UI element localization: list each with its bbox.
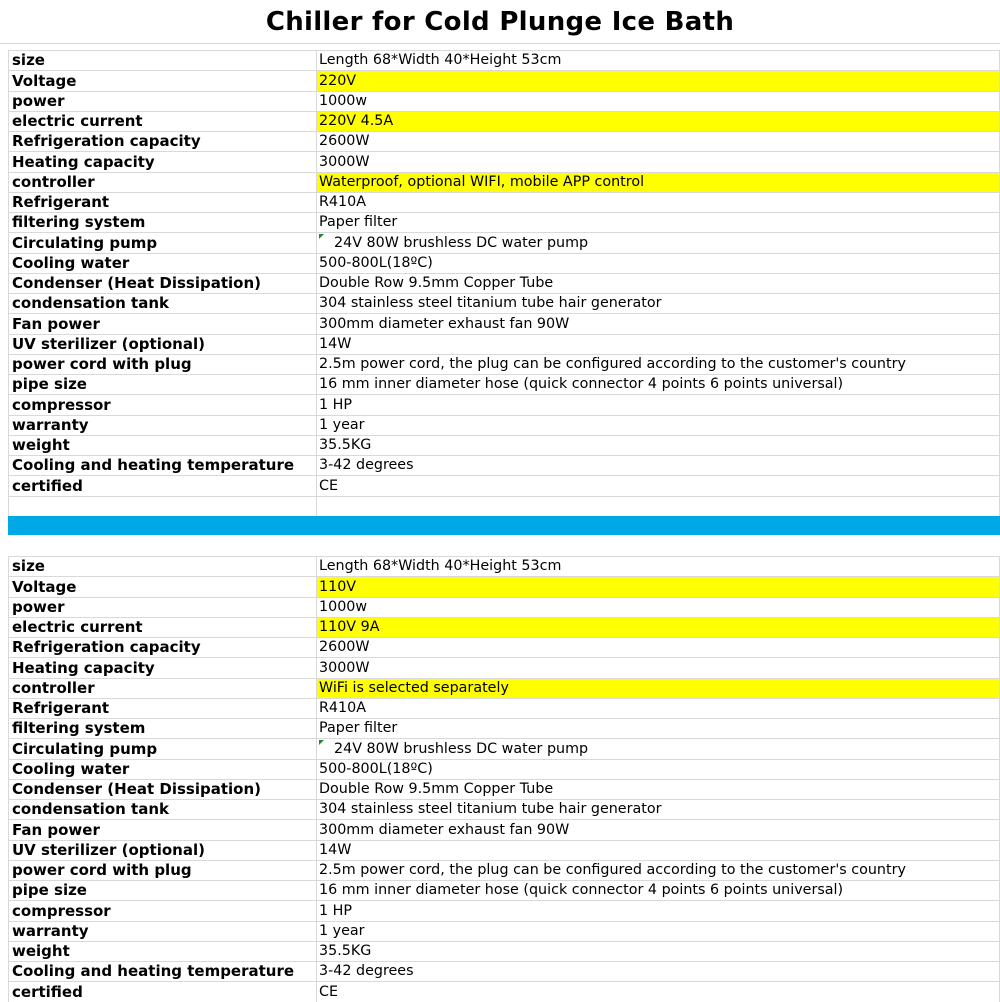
spec-value-cell[interactable]: 110V 9A bbox=[317, 617, 1000, 637]
empty-row bbox=[9, 496, 1000, 516]
spec-row bbox=[9, 233, 1000, 253]
spec-label-cell[interactable]: Fan power bbox=[9, 820, 317, 840]
spec-value-cell[interactable]: R410A bbox=[317, 192, 1000, 212]
spec-label-cell[interactable]: condensation tank bbox=[9, 800, 317, 820]
spec-value-cell[interactable]: 2600W bbox=[317, 132, 1000, 152]
spec-label-cell[interactable]: filtering system bbox=[9, 719, 317, 739]
spec-label-cell[interactable]: Refrigeration capacity bbox=[9, 132, 317, 152]
spec-value-cell[interactable]: 300mm diameter exhaust fan 90W bbox=[317, 314, 1000, 334]
spec-label-cell[interactable]: filtering system bbox=[9, 213, 317, 233]
spec-row bbox=[9, 152, 1000, 172]
spec-value-cell[interactable]: 14W bbox=[317, 840, 1000, 860]
spec-row bbox=[9, 354, 1000, 374]
spec-value-cell[interactable]: 3000W bbox=[317, 658, 1000, 678]
spec-label-cell[interactable]: certified bbox=[9, 476, 317, 496]
spec-row bbox=[9, 132, 1000, 152]
spec-label-cell[interactable]: power cord with plug bbox=[9, 354, 317, 374]
section-separator-bar bbox=[8, 516, 1000, 535]
spec-row bbox=[9, 881, 1000, 901]
spec-row bbox=[9, 395, 1000, 415]
spec-value-cell[interactable]: 500-800L(18ºC) bbox=[317, 253, 1000, 273]
spec-label-cell[interactable]: Circulating pump bbox=[9, 233, 317, 253]
spec-row bbox=[9, 557, 1000, 577]
spec-label-cell[interactable]: power cord with plug bbox=[9, 860, 317, 880]
spec-row bbox=[9, 860, 1000, 880]
spec-label-cell[interactable]: compressor bbox=[9, 901, 317, 921]
spec-label-cell[interactable]: Cooling water bbox=[9, 253, 317, 273]
spec-value-cell[interactable]: 1 year bbox=[317, 415, 1000, 435]
spec-value-cell[interactable]: Paper filter bbox=[317, 719, 1000, 739]
spec-row bbox=[9, 982, 1000, 1002]
spec-value-cell[interactable]: 14W bbox=[317, 334, 1000, 354]
spec-label-cell[interactable]: electric current bbox=[9, 617, 317, 637]
spec-value-cell[interactable]: 3-42 degrees bbox=[317, 962, 1000, 982]
spec-label-cell[interactable]: weight bbox=[9, 435, 317, 455]
spec-value-text: 24V 80W brushless DC water pump bbox=[334, 740, 589, 757]
spec-label-cell[interactable]: weight bbox=[9, 941, 317, 961]
spec-value-cell[interactable]: 2.5m power cord, the plug can be configured according to the customer's country bbox=[317, 860, 1000, 880]
spec-value-cell[interactable]: CE bbox=[317, 982, 1000, 1002]
spec-label-cell[interactable]: Condenser (Heat Dissipation) bbox=[9, 273, 317, 293]
spec-value-cell[interactable]: 3-42 degrees bbox=[317, 456, 1000, 476]
empty-cell[interactable] bbox=[9, 496, 317, 516]
spec-label-cell[interactable]: size bbox=[9, 51, 317, 71]
spec-row bbox=[9, 476, 1000, 496]
spec-value-text: 24V 80W brushless DC water pump bbox=[334, 234, 589, 251]
spec-row bbox=[9, 577, 1000, 597]
spec-label-cell[interactable]: UV sterilizer (optional) bbox=[9, 840, 317, 860]
spec-row bbox=[9, 840, 1000, 860]
spec-row bbox=[9, 638, 1000, 658]
spec-row bbox=[9, 273, 1000, 293]
spec-row bbox=[9, 334, 1000, 354]
spec-row bbox=[9, 375, 1000, 395]
spec-row bbox=[9, 456, 1000, 476]
spec-label-cell[interactable]: Cooling and heating temperature bbox=[9, 962, 317, 982]
spec-label-cell[interactable]: pipe size bbox=[9, 881, 317, 901]
spec-label-cell[interactable]: Refrigeration capacity bbox=[9, 638, 317, 658]
spec-row bbox=[9, 617, 1000, 637]
spec-value-cell[interactable]: 1 year bbox=[317, 921, 1000, 941]
spec-row bbox=[9, 698, 1000, 718]
spec-value-cell[interactable]: 35.5KG bbox=[317, 435, 1000, 455]
spec-value-cell[interactable]: Waterproof, optional WIFI, mobile APP control bbox=[317, 172, 1000, 192]
spec-row bbox=[9, 941, 1000, 961]
spec-label-cell[interactable]: Cooling water bbox=[9, 759, 317, 779]
spec-label-cell[interactable]: power bbox=[9, 597, 317, 617]
spec-value-cell[interactable] bbox=[317, 233, 1000, 253]
spec-row bbox=[9, 314, 1000, 334]
spec-value-cell[interactable]: 2600W bbox=[317, 638, 1000, 658]
spec-label-cell[interactable]: Heating capacity bbox=[9, 152, 317, 172]
spec-value-cell[interactable]: Double Row 9.5mm Copper Tube bbox=[317, 779, 1000, 799]
spec-value-cell[interactable]: 220V 4.5A bbox=[317, 111, 1000, 131]
spec-row bbox=[9, 415, 1000, 435]
spec-table-220v bbox=[8, 50, 1000, 517]
spec-label-cell[interactable]: electric current bbox=[9, 111, 317, 131]
spec-row bbox=[9, 597, 1000, 617]
spec-row bbox=[9, 779, 1000, 799]
spec-value-cell[interactable]: Length 68*Width 40*Height 53cm bbox=[317, 51, 1000, 71]
spec-row bbox=[9, 901, 1000, 921]
spec-label-cell[interactable]: compressor bbox=[9, 395, 317, 415]
spec-label-cell[interactable]: condensation tank bbox=[9, 294, 317, 314]
spec-value-cell[interactable]: 300mm diameter exhaust fan 90W bbox=[317, 820, 1000, 840]
spec-row bbox=[9, 962, 1000, 982]
spec-label-cell[interactable]: power bbox=[9, 91, 317, 111]
spec-row bbox=[9, 253, 1000, 273]
spec-label-cell[interactable]: warranty bbox=[9, 921, 317, 941]
cell-comment-marker-icon bbox=[319, 740, 324, 745]
spec-value-cell[interactable]: 1 HP bbox=[317, 901, 1000, 921]
spec-label-cell[interactable]: Circulating pump bbox=[9, 739, 317, 759]
spec-row bbox=[9, 678, 1000, 698]
spec-value-cell[interactable]: 1 HP bbox=[317, 395, 1000, 415]
spec-label-cell[interactable]: Condenser (Heat Dissipation) bbox=[9, 779, 317, 799]
spec-row bbox=[9, 435, 1000, 455]
spec-label-cell[interactable]: certified bbox=[9, 982, 317, 1002]
spec-value-cell[interactable]: 304 stainless steel titanium tube hair generator bbox=[317, 800, 1000, 820]
spec-value-cell[interactable]: 110V bbox=[317, 577, 1000, 597]
spec-value-cell[interactable]: 2.5m power cord, the plug can be configured according to the customer's country bbox=[317, 354, 1000, 374]
spec-row bbox=[9, 51, 1000, 71]
spec-value-cell[interactable]: 220V bbox=[317, 71, 1000, 91]
spec-value-cell[interactable]: Paper filter bbox=[317, 213, 1000, 233]
spec-row bbox=[9, 111, 1000, 131]
spec-value-cell[interactable]: 35.5KG bbox=[317, 941, 1000, 961]
spec-row bbox=[9, 294, 1000, 314]
spec-label-cell[interactable]: pipe size bbox=[9, 375, 317, 395]
spec-row bbox=[9, 91, 1000, 111]
spec-row bbox=[9, 213, 1000, 233]
spec-label-cell[interactable]: Refrigerant bbox=[9, 698, 317, 718]
spec-value-cell[interactable]: 16 mm inner diameter hose (quick connector 4 points 6 points universal) bbox=[317, 881, 1000, 901]
spec-row bbox=[9, 192, 1000, 212]
spec-value-cell[interactable]: 1000w bbox=[317, 91, 1000, 111]
spec-row bbox=[9, 71, 1000, 91]
spec-row bbox=[9, 739, 1000, 759]
spec-value-cell[interactable]: 16 mm inner diameter hose (quick connector 4 points 6 points universal) bbox=[317, 375, 1000, 395]
spec-value-cell[interactable]: CE bbox=[317, 476, 1000, 496]
spec-value-cell[interactable]: 1000w bbox=[317, 597, 1000, 617]
spec-label-cell[interactable]: size bbox=[9, 557, 317, 577]
page-title: Chiller for Cold Plunge Ice Bath bbox=[0, 0, 1000, 44]
spec-row bbox=[9, 820, 1000, 840]
spec-label-cell[interactable]: Cooling and heating temperature bbox=[9, 456, 317, 476]
spec-label-cell[interactable]: Voltage bbox=[9, 71, 317, 91]
spec-label-cell[interactable]: UV sterilizer (optional) bbox=[9, 334, 317, 354]
spec-value-cell[interactable]: Double Row 9.5mm Copper Tube bbox=[317, 273, 1000, 293]
spec-label-cell[interactable]: Voltage bbox=[9, 577, 317, 597]
spec-row bbox=[9, 759, 1000, 779]
spec-label-cell[interactable]: controller bbox=[9, 172, 317, 192]
cell-comment-marker-icon bbox=[319, 234, 324, 239]
spec-label-cell[interactable]: Heating capacity bbox=[9, 658, 317, 678]
spec-label-cell[interactable]: Refrigerant bbox=[9, 192, 317, 212]
empty-cell[interactable] bbox=[317, 496, 1000, 516]
spec-value-cell[interactable]: WiFi is selected separately bbox=[317, 678, 1000, 698]
spec-value-cell[interactable]: R410A bbox=[317, 698, 1000, 718]
spec-label-cell[interactable]: controller bbox=[9, 678, 317, 698]
spec-label-cell[interactable]: Fan power bbox=[9, 314, 317, 334]
spec-label-cell[interactable]: warranty bbox=[9, 415, 317, 435]
spec-value-cell[interactable]: 3000W bbox=[317, 152, 1000, 172]
spec-row bbox=[9, 921, 1000, 941]
spec-row bbox=[9, 800, 1000, 820]
spec-value-cell[interactable]: Length 68*Width 40*Height 53cm bbox=[317, 557, 1000, 577]
spec-row bbox=[9, 719, 1000, 739]
spec-value-cell[interactable]: 304 stainless steel titanium tube hair generator bbox=[317, 294, 1000, 314]
spec-table-110v bbox=[8, 556, 1000, 1002]
spec-row bbox=[9, 658, 1000, 678]
spec-row bbox=[9, 172, 1000, 192]
spec-value-cell[interactable] bbox=[317, 739, 1000, 759]
spec-value-cell[interactable]: 500-800L(18ºC) bbox=[317, 759, 1000, 779]
